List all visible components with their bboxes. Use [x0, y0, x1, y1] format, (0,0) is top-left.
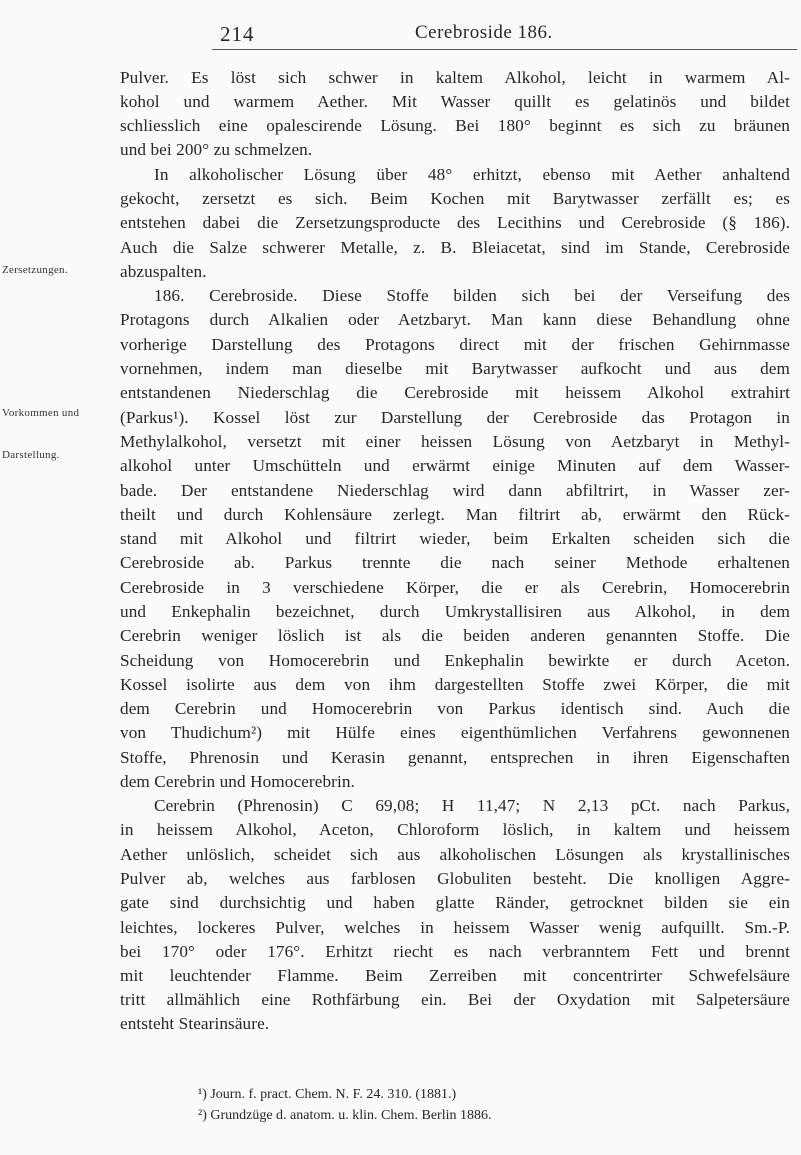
- footnote-2: ²) Grundzüge d. anatom. u. klin. Chem. Berlin 1886.: [198, 1108, 492, 1123]
- body-line: mit leuchtender Flamme. Beim Zerreiben mit concentrirter Schwefelsäure: [120, 966, 790, 985]
- body-line: entstandenen Niederschlag die Cerebroside mit heissem Alkohol extrahirt: [120, 383, 790, 402]
- page-header: [0, 22, 801, 48]
- running-title: Cerebroside 186.: [415, 22, 553, 43]
- body-line: stand mit Alkohol und filtrirt wieder, beim Erkalten scheiden sich die: [120, 529, 790, 548]
- body-line: Cerebrin weniger löslich ist als die beiden anderen genannten Stoffe. Die: [120, 626, 790, 645]
- body-line: (Parkus¹). Kossel löst zur Darstellung der Cerebroside das Protagon in: [120, 408, 790, 427]
- body-line: Protagons durch Alkalien oder Aetzbaryt. Man kann diese Behandlung ohne: [120, 310, 790, 329]
- body-line: und bei 200° zu schmelzen.: [120, 140, 313, 159]
- body-line: bei 170° oder 176°. Erhitzt riecht es nach verbranntem Fett und brennt: [120, 942, 790, 961]
- body-line: abzuspalten.: [120, 262, 207, 281]
- body-line: Methylalkohol, versetzt mit einer heissen Lösung von Aetzbaryt in Methyl-: [120, 432, 790, 451]
- body-line: Stoffe, Phrenosin und Kerasin genannt, entsprechen in ihren Eigenschaften: [120, 748, 790, 767]
- body-line: dem Cerebrin und Homocerebrin von Parkus identisch sind. Auch die: [120, 699, 790, 718]
- body-line: alkohol unter Umschütteln und erwärmt einige Minuten auf dem Wasser-: [120, 456, 790, 475]
- body-line: leichtes, lockeres Pulver, welches in heissem Wasser wenig aufquillt. Sm.-P.: [120, 918, 790, 937]
- body-line: von Thudichum²) mit Hülfe eines eigenthümlichen Verfahrens gewonnenen: [120, 723, 790, 742]
- body-line: und Enkephalin bezeichnet, durch Umkrystallisiren aus Alkohol, in dem: [120, 602, 790, 621]
- margin-note-vorkommen-line-1: Vorkommen und: [2, 407, 80, 419]
- body-line: Kossel isolirte aus dem von ihm dargestellten Stoffe zwei Körper, die mit: [120, 675, 790, 694]
- body-line: bade. Der entstandene Niederschlag wird dann abfiltrirt, in Wasser zer-: [120, 481, 790, 500]
- body-line: gate sind durchsichtig und haben glatte Ränder, getrocknet bilden sie ein: [120, 893, 790, 912]
- body-line: Pulver ab, welches aus farblosen Globuliten besteht. Die knolligen Aggre-: [120, 869, 790, 888]
- body-line: 186. Cerebroside. Diese Stoffe bilden sich bei der Verseifung des: [154, 286, 790, 305]
- body-line: Cerebroside ab. Parkus trennte die nach seiner Methode erhaltenen: [120, 553, 790, 572]
- body-line: tritt allmählich eine Rothfärbung ein. Bei der Oxydation mit Salpetersäure: [120, 990, 790, 1009]
- body-line: In alkoholischer Lösung über 48° erhitzt, ebenso mit Aether anhaltend: [154, 165, 790, 184]
- body-line: entstehen dabei die Zersetzungsproducte des Lecithins und Cerebroside (§ 186).: [120, 213, 790, 232]
- body-line: Cerebrin (Phrenosin) C 69,08; H 11,47; N 2,13 pCt. nach Parkus,: [154, 796, 790, 815]
- body-line: entsteht Stearinsäure.: [120, 1014, 270, 1033]
- body-line: in heissem Alkohol, Aceton, Chloroform löslich, in kaltem und heissem: [120, 820, 790, 839]
- body-line: Auch die Salze schwerer Metalle, z. B. Bleiacetat, sind im Stande, Cerebroside: [120, 238, 790, 257]
- footnote-1: ¹) Journ. f. pract. Chem. N. F. 24. 310. (1881.): [198, 1087, 457, 1102]
- body-line: Scheidung von Homocerebrin und Enkephalin bewirkte er durch Aceton.: [120, 651, 790, 670]
- body-line: dem Cerebrin und Homocerebrin.: [120, 772, 355, 791]
- body-line: kohol und warmem Aether. Mit Wasser quillt es gelatinös und bildet: [120, 92, 790, 111]
- margin-note-vorkommen: [2, 378, 117, 476]
- body-line: Pulver. Es löst sich schwer in kaltem Alkohol, leicht in warmem Al-: [120, 68, 790, 87]
- body-line: Cerebroside in 3 verschiedene Körper, die er als Cerebrin, Homocerebrin: [120, 578, 790, 597]
- body-line: theilt und durch Kohlensäure zerlegt. Man filtrirt ab, erwärmt den Rück-: [120, 505, 790, 524]
- margin-note-vorkommen-line-2: Darstellung.: [2, 449, 60, 461]
- body-line: schliesslich eine opalescirende Lösung. Bei 180° beginnt es sich zu bräunen: [120, 116, 790, 135]
- body-line: vornehmen, indem man dieselbe mit Barytwasser aufkocht und aus dem: [120, 359, 790, 378]
- page-number: 214: [220, 22, 255, 46]
- body-line: vorherige Darstellung des Protagons direct mit der frischen Gehirnmasse: [120, 335, 790, 354]
- body-line: gekocht, zersetzt es sich. Beim Kochen mit Barytwasser zerfällt es; es: [120, 189, 790, 208]
- body-line: Aether unlöslich, scheidet sich aus alkoholischen Lösungen als krystallinisches: [120, 845, 790, 864]
- header-rule: [212, 49, 797, 50]
- margin-note-zersetzungen: Zersetzungen.: [2, 264, 68, 276]
